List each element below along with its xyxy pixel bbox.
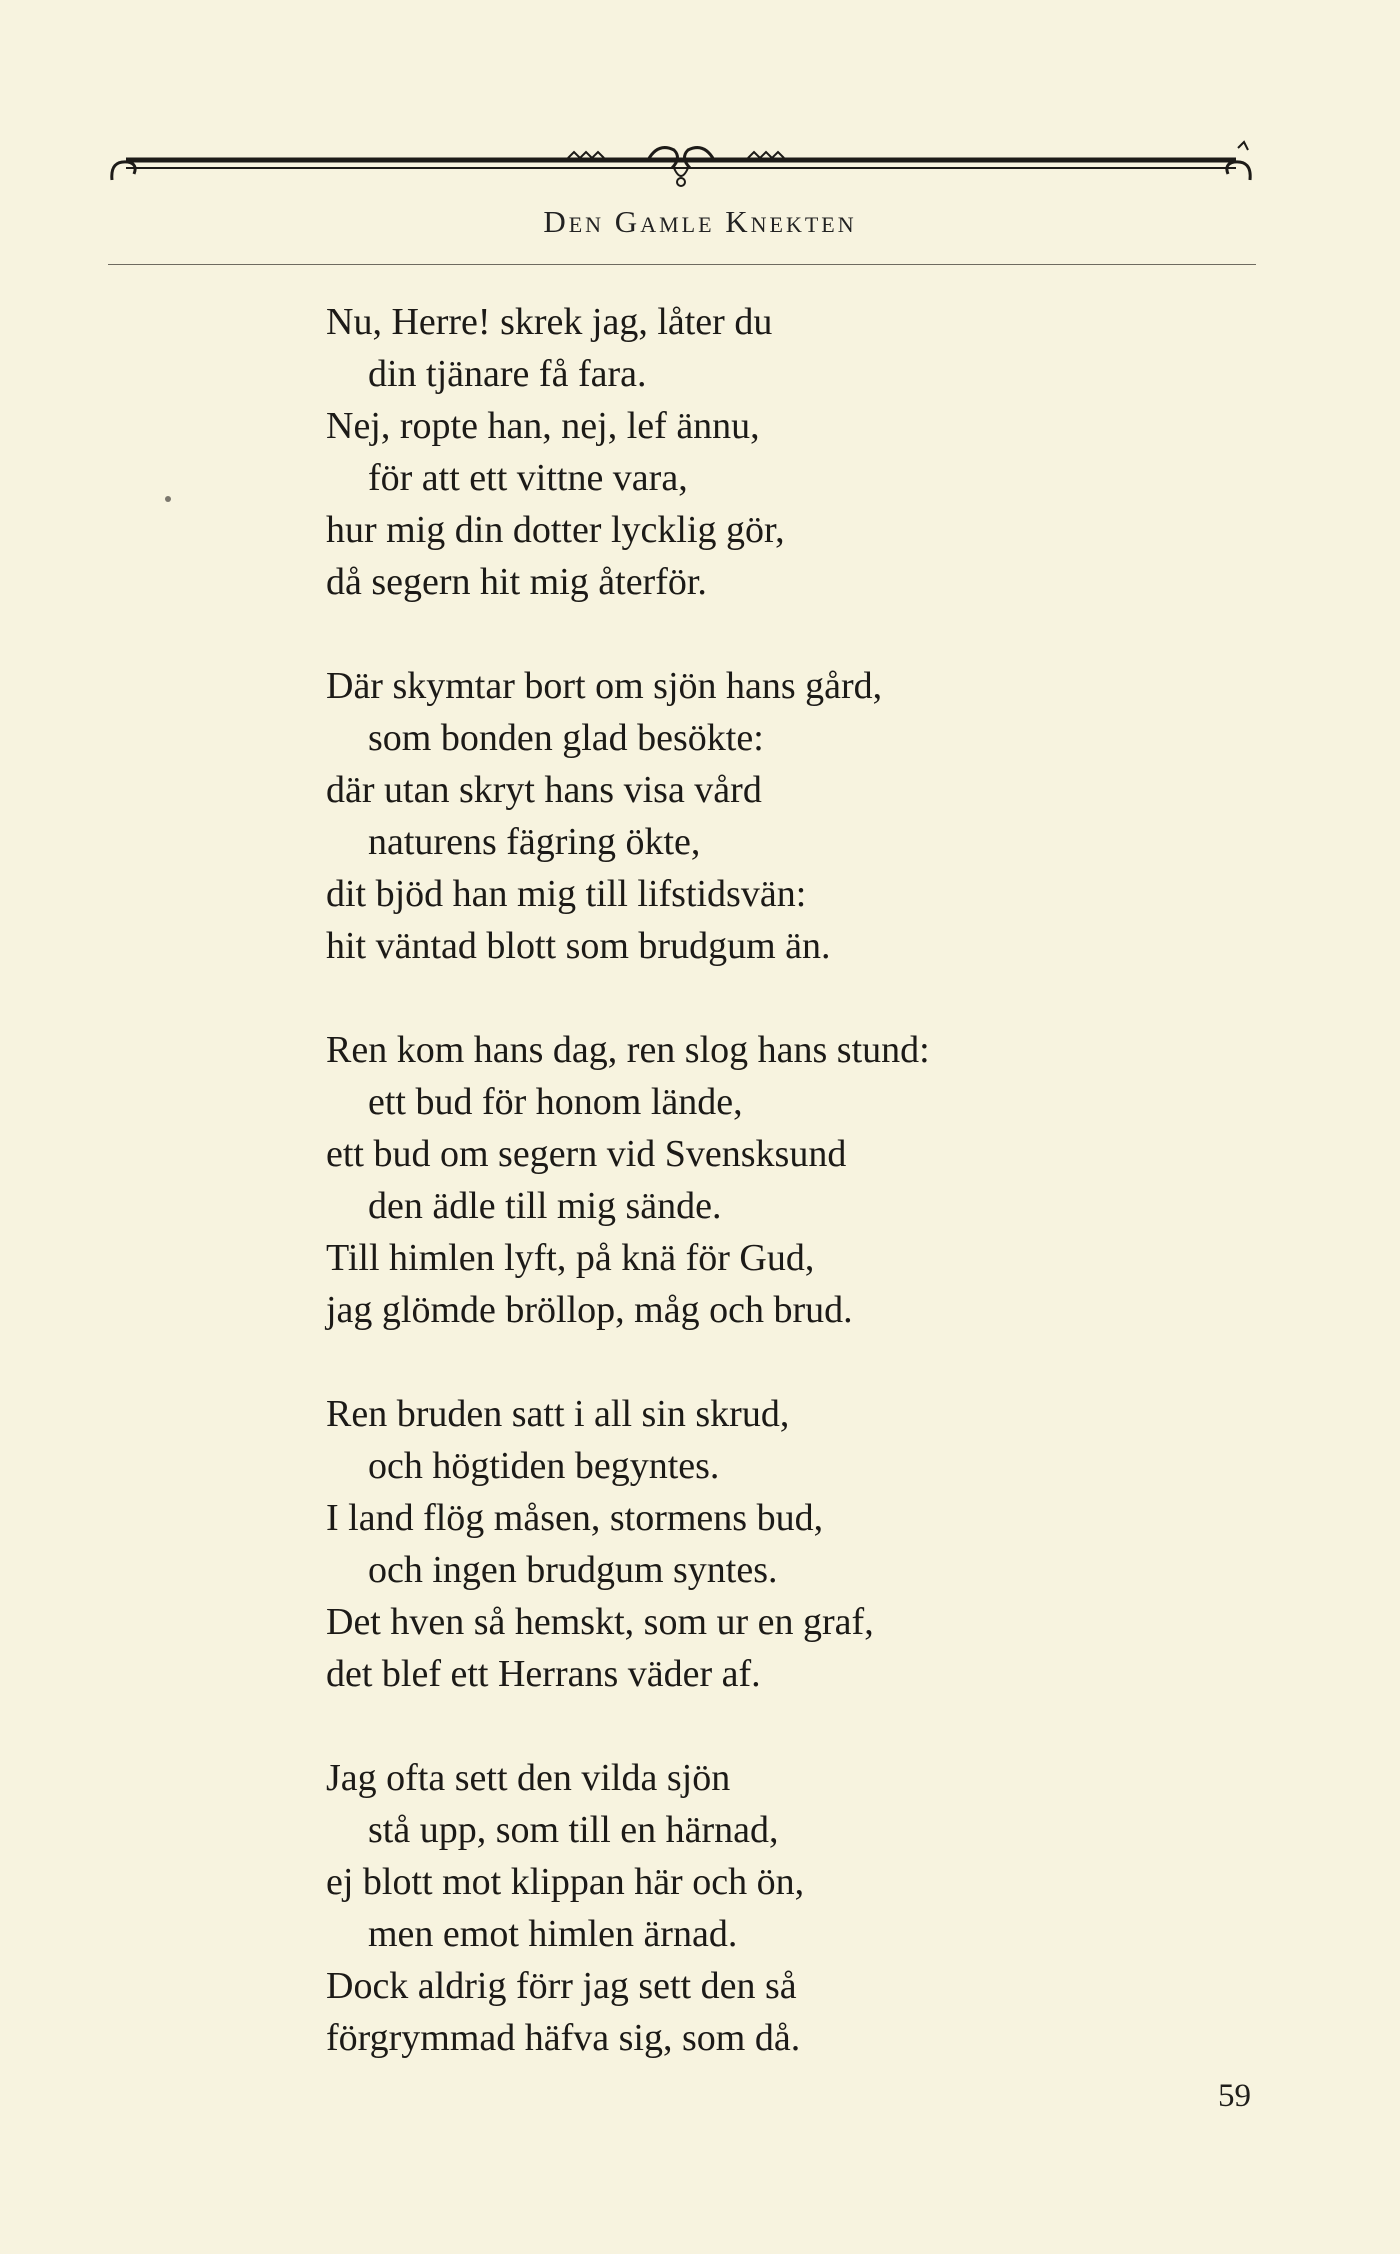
poem-line: för att ett vittne vara, <box>368 457 688 499</box>
page-number: 59 <box>1218 2078 1251 2114</box>
poem-line: där utan skryt hans visa vård <box>326 769 762 811</box>
poem-text <box>326 296 1186 2116</box>
poem-line: ett bud om segern vid Svensksund <box>326 1133 847 1175</box>
poem-line: naturens fägring ökte, <box>368 821 701 863</box>
poem-line: jag glömde bröllop, måg och brud. <box>326 1289 853 1331</box>
poem-line: Nej, ropte han, nej, lef ännu, <box>326 405 760 447</box>
stanza <box>326 296 1186 608</box>
poem-line: och ingen brudgum syntes. <box>368 1549 778 1591</box>
stanza <box>326 660 1186 972</box>
ink-speck <box>165 496 171 502</box>
poem-line: ett bud för honom lände, <box>368 1081 743 1123</box>
poem-line: Dock aldrig förr jag sett den så <box>326 1965 797 2007</box>
poem-line: det blef ett Herrans väder af. <box>326 1653 761 1695</box>
poem-line: stå upp, som till en härnad, <box>368 1809 779 1851</box>
poem-line: Till himlen lyft, på knä för Gud, <box>326 1237 815 1279</box>
poem-line: Där skymtar bort om sjön hans gård, <box>326 665 883 707</box>
poem-line: men emot himlen ärnad. <box>368 1913 738 1955</box>
poem-line: Ren kom hans dag, ren slog hans stund: <box>326 1029 930 1071</box>
poem-line: din tjänare få fara. <box>368 353 647 395</box>
poem-line: hur mig din dotter lycklig gör, <box>326 509 785 551</box>
poem-line: Nu, Herre! skrek jag, låter du <box>326 301 773 343</box>
stanza <box>326 1752 1186 2064</box>
poem-line: hit väntad blott som brudgum än. <box>326 925 831 967</box>
poem-line: ej blott mot klippan här och ön, <box>326 1861 805 1903</box>
stanza <box>326 1024 1186 1336</box>
poem-line: Det hven så hemskt, som ur en graf, <box>326 1601 874 1643</box>
header-divider <box>108 264 1256 265</box>
poem-line: och högtiden begyntes. <box>368 1445 720 1487</box>
poem-line: Jag ofta sett den vilda sjön <box>326 1757 731 1799</box>
poem-line: förgrymmad häfva sig, som då. <box>326 2017 801 2059</box>
poem-line: I land flög måsen, stormens bud, <box>326 1497 824 1539</box>
poem-line: då segern hit mig återför. <box>326 561 707 603</box>
poem-line: den ädle till mig sände. <box>368 1185 722 1227</box>
running-title: Den Gamle Knekten <box>543 204 857 239</box>
ornamental-header-rule <box>108 138 1254 200</box>
poem-line: som bonden glad besökte: <box>368 717 764 759</box>
poem-line: Ren bruden satt i all sin skrud, <box>326 1393 790 1435</box>
poem-line: dit bjöd han mig till lifstidsvän: <box>326 873 807 915</box>
stanza <box>326 1388 1186 1700</box>
